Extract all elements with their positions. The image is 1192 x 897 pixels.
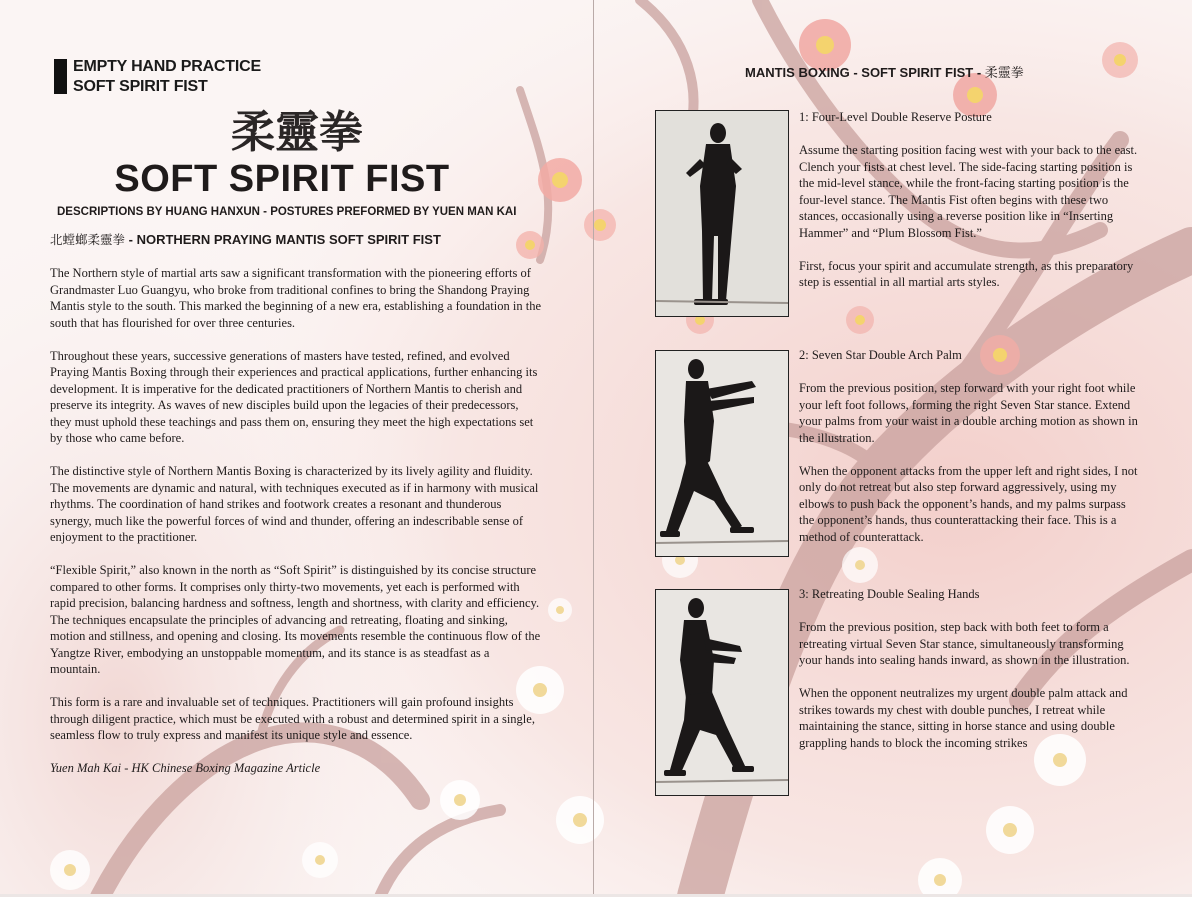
- posture-1-title: 1: Four-Level Double Reserve Posture: [799, 110, 992, 124]
- running-head-chinese: 柔靈拳: [984, 66, 1024, 81]
- posture-paragraph: From the previous position, step forward with your right foot while your left foot follows, forming the right Seven Star stance. Extend your palms from your waist in a double arching motion as shown in the illustration.: [799, 381, 1138, 445]
- title-chinese: 柔靈拳: [231, 107, 363, 158]
- article-paragraph: “Flexible Spirit,” also known in the north as “Soft Spirit” is distinguished by its concise structure compared to other forms. It comprises only thirty-two movements, yet each is performed with rapid precision, balancing hardness and softness, length and shortness, with clarity and efficiency. The techniques encapsulate the principles of advancing and retreating, floating and sinking, motion and stillness, and opening and closing. Its movements resemble the continuous flow of the Yangtze River, embodying an unstoppable momentum, and its stance is as steadfast as a mountain.: [50, 563, 541, 676]
- posture-paragraph: First, focus your spirit and accumulate strength, as this preparatory step is essential in all martial arts styles.: [799, 258, 1134, 289]
- section-marker-bar: [54, 59, 67, 94]
- article-signature: Yuen Mah Kai - HK Chinese Boxing Magazine Article: [50, 761, 321, 775]
- posture-2-description: [799, 380, 1141, 562]
- posture-3-description: [799, 619, 1141, 768]
- article-paragraph: The distinctive style of Northern Mantis Boxing is characterized by its lively agility and fluidity. The movements are dynamic and natural, with techniques executed as if in harmony with musical rhythms. The coordination of hand strikes and footwork creates a resonant and thunderous synergy, much like the powerful forces of wind and thunder, offering an indescribable sense of enjoyment to the practitioner.: [50, 464, 539, 544]
- article-paragraph: The Northern style of martial arts saw a significant transformation with the pioneering efforts of Grandmaster Luo Guangyu, who broke from traditional confines to bring the Shandong Praying Mantis style to the south. This marked the beginning of a new era, establishing a foundation in the south that has flourished for over three centuries.: [50, 266, 541, 330]
- byline: DESCRIPTIONS BY HUANG HANXUN - POSTURES PREFORMED BY YUEN MAN KAI: [57, 206, 517, 218]
- subheading-english: NORTHERN PRAYING MANTIS SOFT SPIRIT FIST: [136, 232, 441, 247]
- section-label-line2: SOFT SPIRIT FIST: [73, 78, 208, 95]
- page-gutter: [593, 0, 594, 897]
- subheading: [50, 231, 441, 249]
- posture-paragraph: When the opponent attacks from the upper left and right sides, I not only do not retreat but also step forward aggressively, using my elbows to push back the opponent’s hands, and my palms surpass the opponent’s hands, thus counterattacking their face. This is a method of counterattack.: [799, 463, 1138, 544]
- left-page: [0, 0, 594, 897]
- section-label: [73, 57, 261, 97]
- subheading-separator: -: [125, 232, 137, 247]
- posture-1-description: [799, 142, 1141, 307]
- subheading-chinese: 北螳螂柔靈拳: [50, 232, 126, 247]
- right-page: [595, 0, 1192, 897]
- posture-2-photo: [655, 350, 789, 557]
- article-body: [50, 265, 542, 793]
- posture-paragraph: From the previous position, step back with both feet to form a retreating virtual Seven Star stance, simultaneously transforming your hands into sealing hands inward, as shown in the illustration.: [799, 620, 1130, 667]
- running-head-english: MANTIS BOXING - SOFT SPIRIT FIST -: [745, 65, 985, 80]
- posture-paragraph: When the opponent neutralizes my urgent double palm attack and strikes towards my chest with double punches, I retreat while maintaining the stance, sitting in horse stance and using double grappling hands to block the incoming strikes: [799, 686, 1128, 750]
- section-label-line1: EMPTY HAND PRACTICE: [73, 58, 261, 75]
- article-paragraph: Throughout these years, successive generations of masters have tested, refined, and evolved Praying Mantis Boxing through their experiences and practical applications, further enhancing its development. It is imperative for the dedicated practitioners of Northern Mantis to cherish and preserve its integrity. As waves of new disciples build upon the legacies of their predecessors, they must uphold these teachings and pass them on, ensuring they meet the high expectations set by those who came before.: [50, 348, 538, 445]
- title-english: SOFT SPIRIT FIST: [114, 158, 450, 200]
- posture-2-title: 2: Seven Star Double Arch Palm: [799, 348, 962, 362]
- posture-3-photo: [655, 589, 789, 796]
- posture-1-photo: [655, 110, 789, 317]
- posture-paragraph: Assume the starting position facing west with your back to the east. Clench your fists at chest level. The side-facing starting position is the mid-level stance, while the front-facing starting position is the four-level stance. The Mantis Fist often begins with these two stances, occasionally using a reverse position like in “Inserting Hammer” and “Plum Blossom Fist.”: [799, 143, 1138, 240]
- posture-3-title: 3: Retreating Double Sealing Hands: [799, 587, 980, 601]
- running-head: [745, 64, 1024, 83]
- article-paragraph: This form is a rare and invaluable set of techniques. Practitioners will gain profound insights through diligent practice, which must be executed with a robust and determined spirit in a single, seamless flow to truly express and manifest its unique style and essence.: [50, 695, 535, 742]
